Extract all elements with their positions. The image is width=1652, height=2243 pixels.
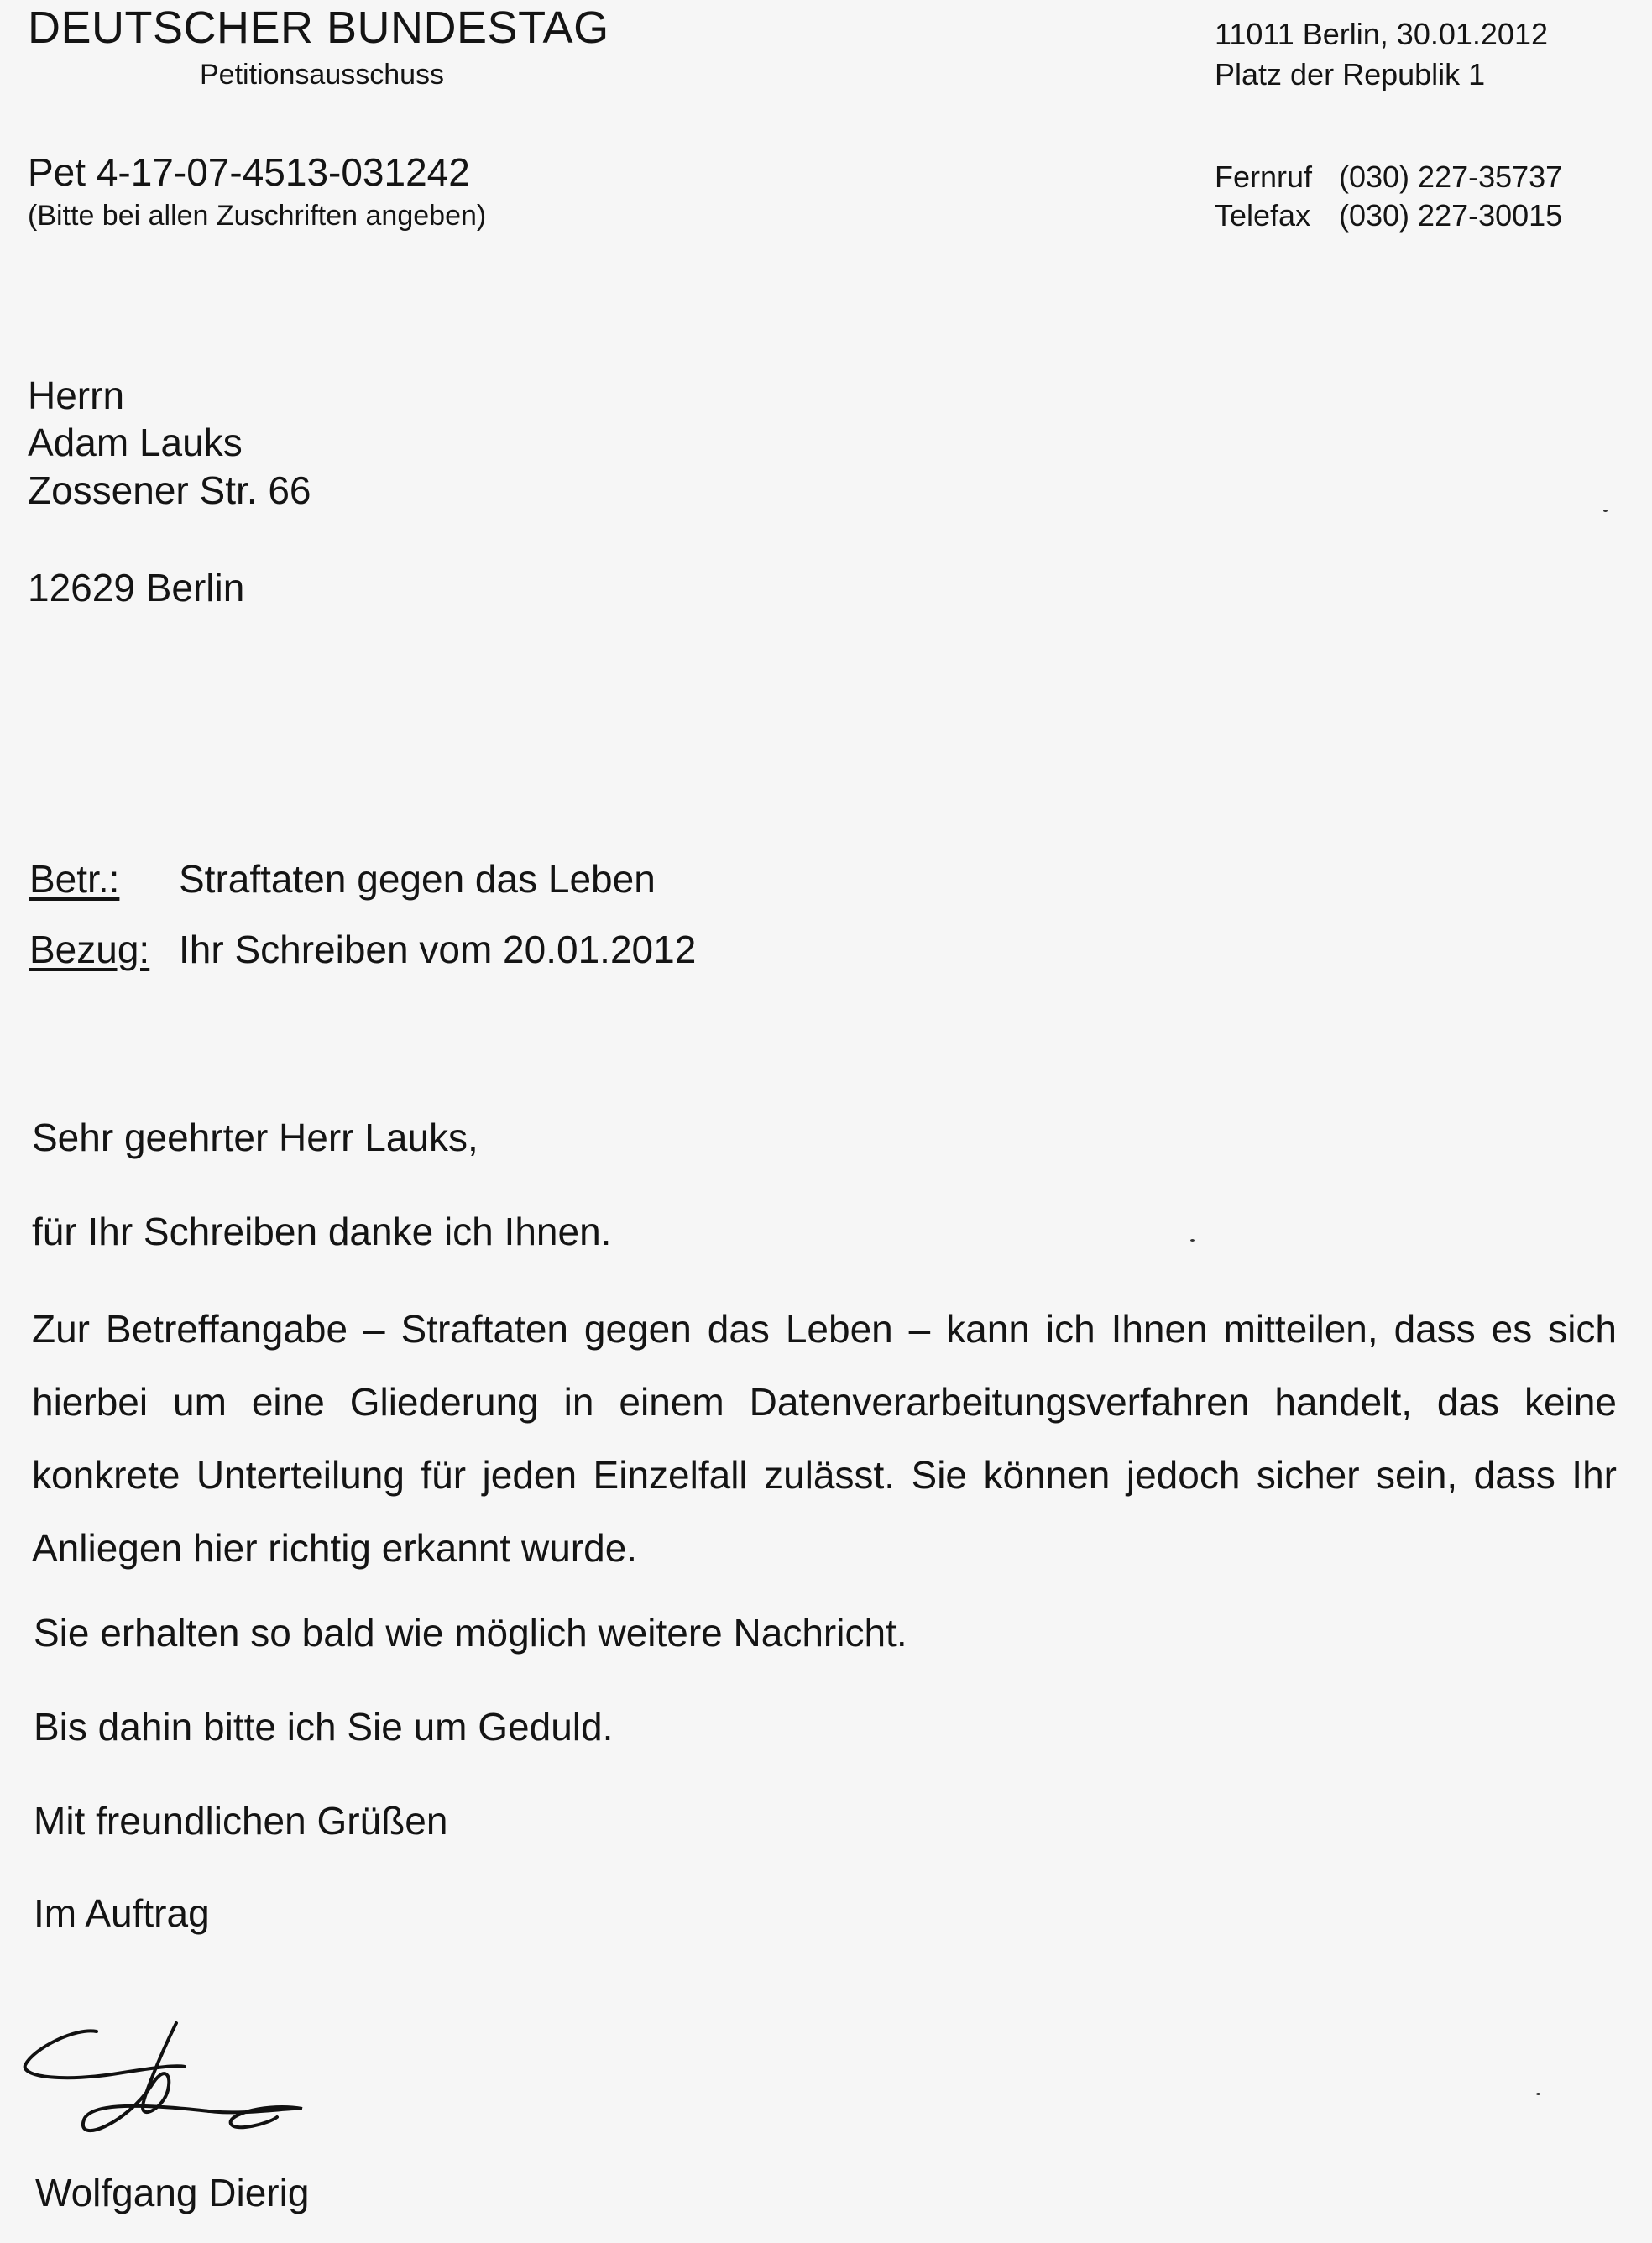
scan-speck: [1536, 2093, 1540, 2095]
reference-note: (Bitte bei allen Zuschriften angeben): [28, 200, 487, 232]
paragraph-patience: Bis dahin bitte ich Sie um Geduld.: [34, 1705, 614, 1749]
subject-text: Straftaten gegen das Leben: [179, 857, 656, 901]
organization-name: DEUTSCHER BUNDESTAG: [28, 3, 609, 53]
subject-line: [29, 856, 656, 902]
on-behalf-note: Im Auftrag: [34, 1891, 210, 1935]
phone-number: (030) 227-35737: [1339, 159, 1563, 194]
scan-speck: [1190, 1239, 1195, 1242]
reference-text: Ihr Schreiben vom 20.01.2012: [179, 928, 697, 971]
fax-number: (030) 227-30015: [1339, 198, 1563, 233]
subject-label: Betr.:: [29, 857, 120, 901]
closing-formula: Mit freundlichen Grüßen: [34, 1799, 448, 1843]
phone-row: [1215, 159, 1562, 195]
committee-name: Petitionsausschuss: [200, 59, 445, 91]
place-date: 11011 Berlin, 30.01.2012: [1215, 17, 1548, 51]
scan-speck: [1603, 510, 1608, 512]
reference-line: [29, 927, 696, 972]
phone-label: Fernruf: [1215, 159, 1313, 194]
fax-label: Telefax: [1215, 198, 1311, 233]
fax-row: [1215, 198, 1562, 233]
reference-label: Bezug:: [29, 928, 150, 971]
recipient-street: Zossener Str. 66: [28, 468, 311, 512]
paragraph-followup: Sie erhalten so bald wie möglich weitere Nachricht.: [34, 1611, 907, 1655]
reference-number: Pet 4-17-07-4513-031242: [28, 150, 470, 194]
recipient-salutation: Herrn: [28, 374, 125, 417]
recipient-name: Adam Lauks: [28, 421, 243, 464]
handwritten-signature: [17, 2015, 327, 2149]
paragraph-thanks: für Ihr Schreiben danke ich Ihnen.: [32, 1210, 612, 1253]
signer-name: Wolfgang Dierig: [35, 2171, 310, 2214]
greeting: Sehr geehrter Herr Lauks,: [32, 1116, 478, 1159]
recipient-city: 12629 Berlin: [28, 566, 245, 609]
paragraph-main: Zur Betreffangabe – Straftaten gegen das Leben – kann ich Ihnen mitteilen, dass es sich hierbei um eine Gliederung in einem Datenverarbeitungsverfahren handelt, das keine konkrete Unterteilung für jeden Einzelfall zulässt. Sie können jedoch sicher sein, dass Ihr Anliegen hier richtig erkannt wurde.: [32, 1307, 1617, 1570]
sender-street: Platz der Republik 1: [1215, 57, 1486, 91]
